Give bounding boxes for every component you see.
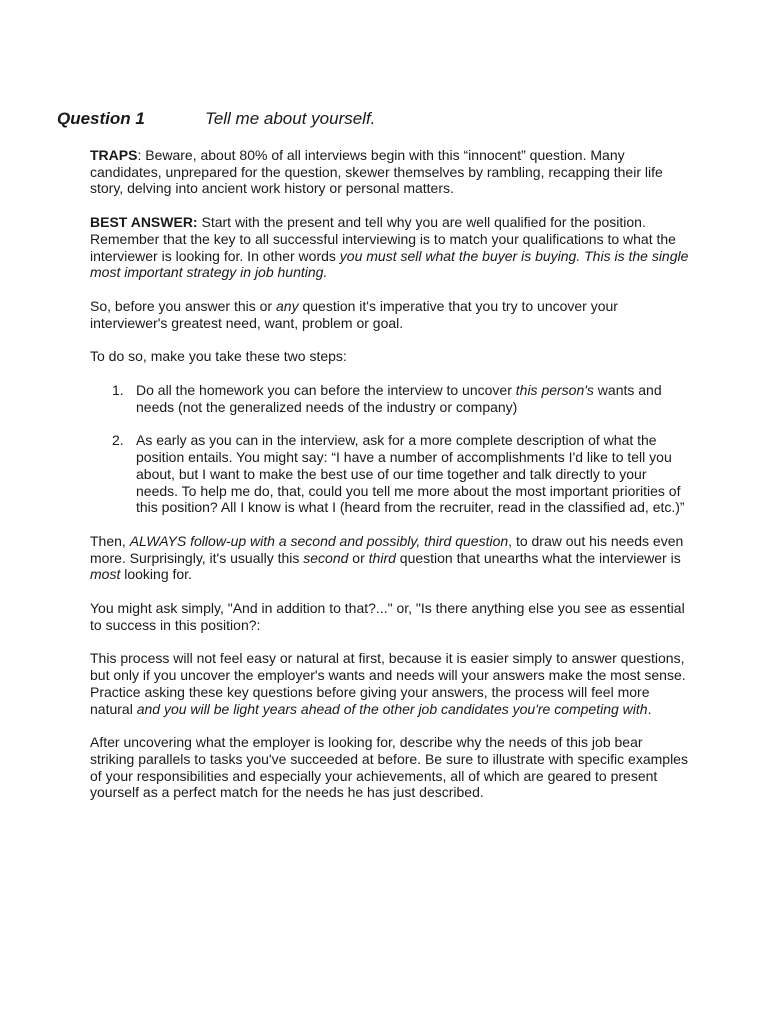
follow-up-text-1: Then,	[90, 532, 130, 549]
follow-up-emphasis-4: most	[90, 566, 121, 583]
list-item-number: 2.	[112, 432, 124, 449]
follow-up-text-5: looking for.	[120, 566, 192, 583]
uncover-need-paragraph	[90, 298, 690, 331]
after-uncovering-paragraph: After uncovering what the employer is looking for, describe why the needs of this job bear striking parallels to tasks you've succeeded at before. Be sure to illustrate with specific examples of your responsibilities and especially your achievements, all of which are geared to present yourself as a perfect match for the needs he has just described.	[90, 734, 688, 801]
list-item-number: 1.	[112, 382, 124, 399]
document-body	[90, 147, 690, 818]
list-item	[90, 382, 690, 415]
list-item	[90, 432, 690, 516]
step-1-text-1: Do all the homework you can before the interview to uncover	[136, 382, 516, 399]
follow-up-emphasis-1: ALWAYS follow-up with a second and possibly, third question	[129, 532, 509, 549]
step-2-text: As early as you can in the interview, ask for a more complete description of what the position entails. You might say: “I have a number of accomplishments I'd like to tell you about, but I want to make the best use of our time together and talk directly to your needs. To help me do, that, could you tell me more about the most important priorities of this position? All I know is what I (heard from the recruiter, read in the classified ad, etc.)”	[136, 432, 685, 516]
follow-up-text-2: , to draw out his needs even more. Surprisingly, it's usually this	[90, 532, 684, 566]
question-title: Tell me about yourself.	[205, 109, 376, 128]
traps-text: : Beware, about 80% of all interviews begin with this “innocent” question. Many candidates, unprepared for the question, skewer themselves by rambling, recapping their life story, delving into ancient work history or personal matters.	[90, 147, 663, 197]
process-paragraph	[90, 650, 690, 717]
process-text-2: .	[647, 700, 652, 717]
best-answer-label: BEST ANSWER:	[90, 214, 198, 231]
follow-up-text-3: or	[348, 549, 369, 566]
steps-intro-paragraph: To do so, make you take these two steps:	[90, 348, 347, 365]
traps-paragraph	[90, 147, 690, 197]
uncover-need-text-1: So, before you answer this or	[90, 297, 276, 314]
uncover-need-text-2: question it's imperative that you try to uncover your interviewer's greatest need, want, problem or goal.	[90, 297, 618, 331]
follow-up-text-4: question that unearths what the interviewer is	[395, 549, 681, 566]
question-heading	[57, 109, 376, 129]
best-answer-paragraph	[90, 214, 690, 281]
step-1-emphasis: this person's	[515, 382, 594, 399]
process-text-1: This process will not feel easy or natural at first, because it is easier simply to answer questions, but only if you uncover the employer's wants and needs will your answers make the most sense. Practice asking these key questions before giving your answers, the process will feel more natural	[90, 650, 686, 717]
best-answer-text: Start with the present and tell why you are well qualified for the position. Remember that the key to all successful interviewing is to match your qualifications to what the interviewer is looking for. In other words	[90, 214, 676, 264]
uncover-need-emphasis: any	[276, 297, 299, 314]
question-label: Question 1	[57, 109, 145, 128]
steps-list	[90, 382, 690, 516]
follow-up-emphasis-3: third	[368, 549, 396, 566]
process-emphasis: and you will be light years ahead of the other job candidates you're competing with	[136, 700, 648, 717]
step-1-text-2: wants and needs (not the generalized needs of the industry or company)	[136, 382, 662, 415]
follow-up-paragraph	[90, 533, 690, 583]
follow-up-emphasis-2: second	[303, 549, 349, 566]
best-answer-emphasis: you must sell what the buyer is buying. This is the single most important strategy in job hunting.	[90, 247, 689, 281]
traps-label: TRAPS	[90, 147, 138, 163]
ask-simply-paragraph: You might ask simply, "And in addition to that?..." or, "Is there anything else you see as essential to success in this position?:	[90, 600, 685, 633]
